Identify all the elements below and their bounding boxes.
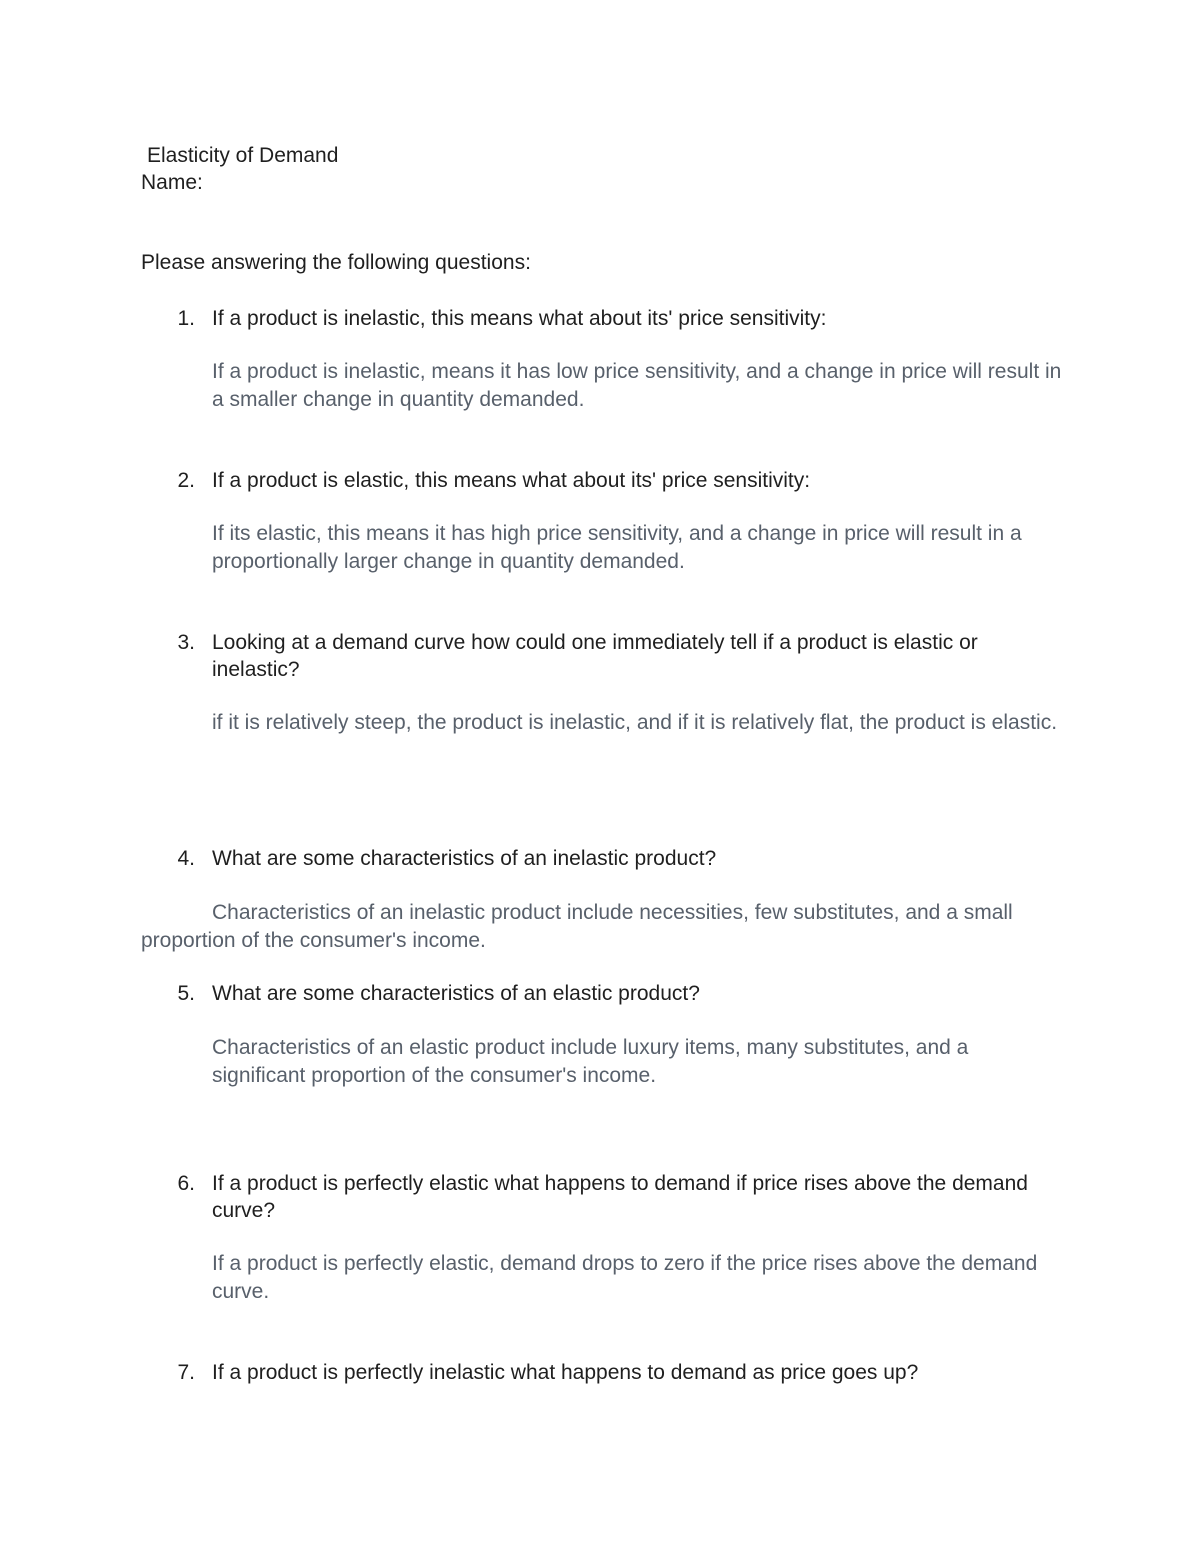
name-label: Name: — [141, 171, 203, 194]
answer-text: If a product is inelastic, means it has low price sensitivity, and a change in price will result in a smaller change in quantity demanded. — [212, 360, 1062, 411]
answer-text: If its elastic, this means it has high price sensitivity, and a change in price will result in a proportionally larger change in quantity demanded. — [212, 522, 1022, 573]
answer-text: Characteristics of an elastic product include luxury items, many substitutes, and a significant proportion of the consumer's income. — [212, 1036, 969, 1087]
question-text: If a product is perfectly inelastic what happens to demand as price goes up? — [212, 1361, 919, 1384]
question-number: 1. — [177, 307, 195, 330]
question-text: If a product is inelastic, this means what about its' price sensitivity: — [212, 307, 827, 330]
question-number: 6. — [177, 1172, 195, 1195]
question-number: 3. — [177, 631, 195, 654]
answer-text: if it is relatively steep, the product is inelastic, and if it is relatively flat, the product is elastic. — [212, 711, 1058, 734]
question-text: If a product is elastic, this means what about its' price sensitivity: — [212, 469, 811, 492]
instructions: Please answering the following questions: — [141, 251, 531, 274]
question-text: Looking at a demand curve how could one immediately tell if a product is elastic or inelastic? — [212, 631, 978, 681]
question-number: 5. — [177, 982, 195, 1005]
question-number: 2. — [177, 469, 195, 492]
question-number: 4. — [177, 847, 195, 870]
document-title: Elasticity of Demand — [147, 144, 339, 167]
answer-text: Characteristics of an inelastic product include necessities, few substitutes, and a small proportion of the consumer's income. — [141, 901, 1013, 952]
answer-text: If a product is perfectly elastic, demand drops to zero if the price rises above the demand curve. — [212, 1252, 1038, 1303]
question-number: 7. — [177, 1361, 195, 1384]
question-text: If a product is perfectly elastic what happens to demand if price rises above the demand curve? — [212, 1172, 1028, 1222]
question-text: What are some characteristics of an inelastic product? — [212, 847, 717, 870]
question-text: What are some characteristics of an elastic product? — [212, 982, 700, 1005]
